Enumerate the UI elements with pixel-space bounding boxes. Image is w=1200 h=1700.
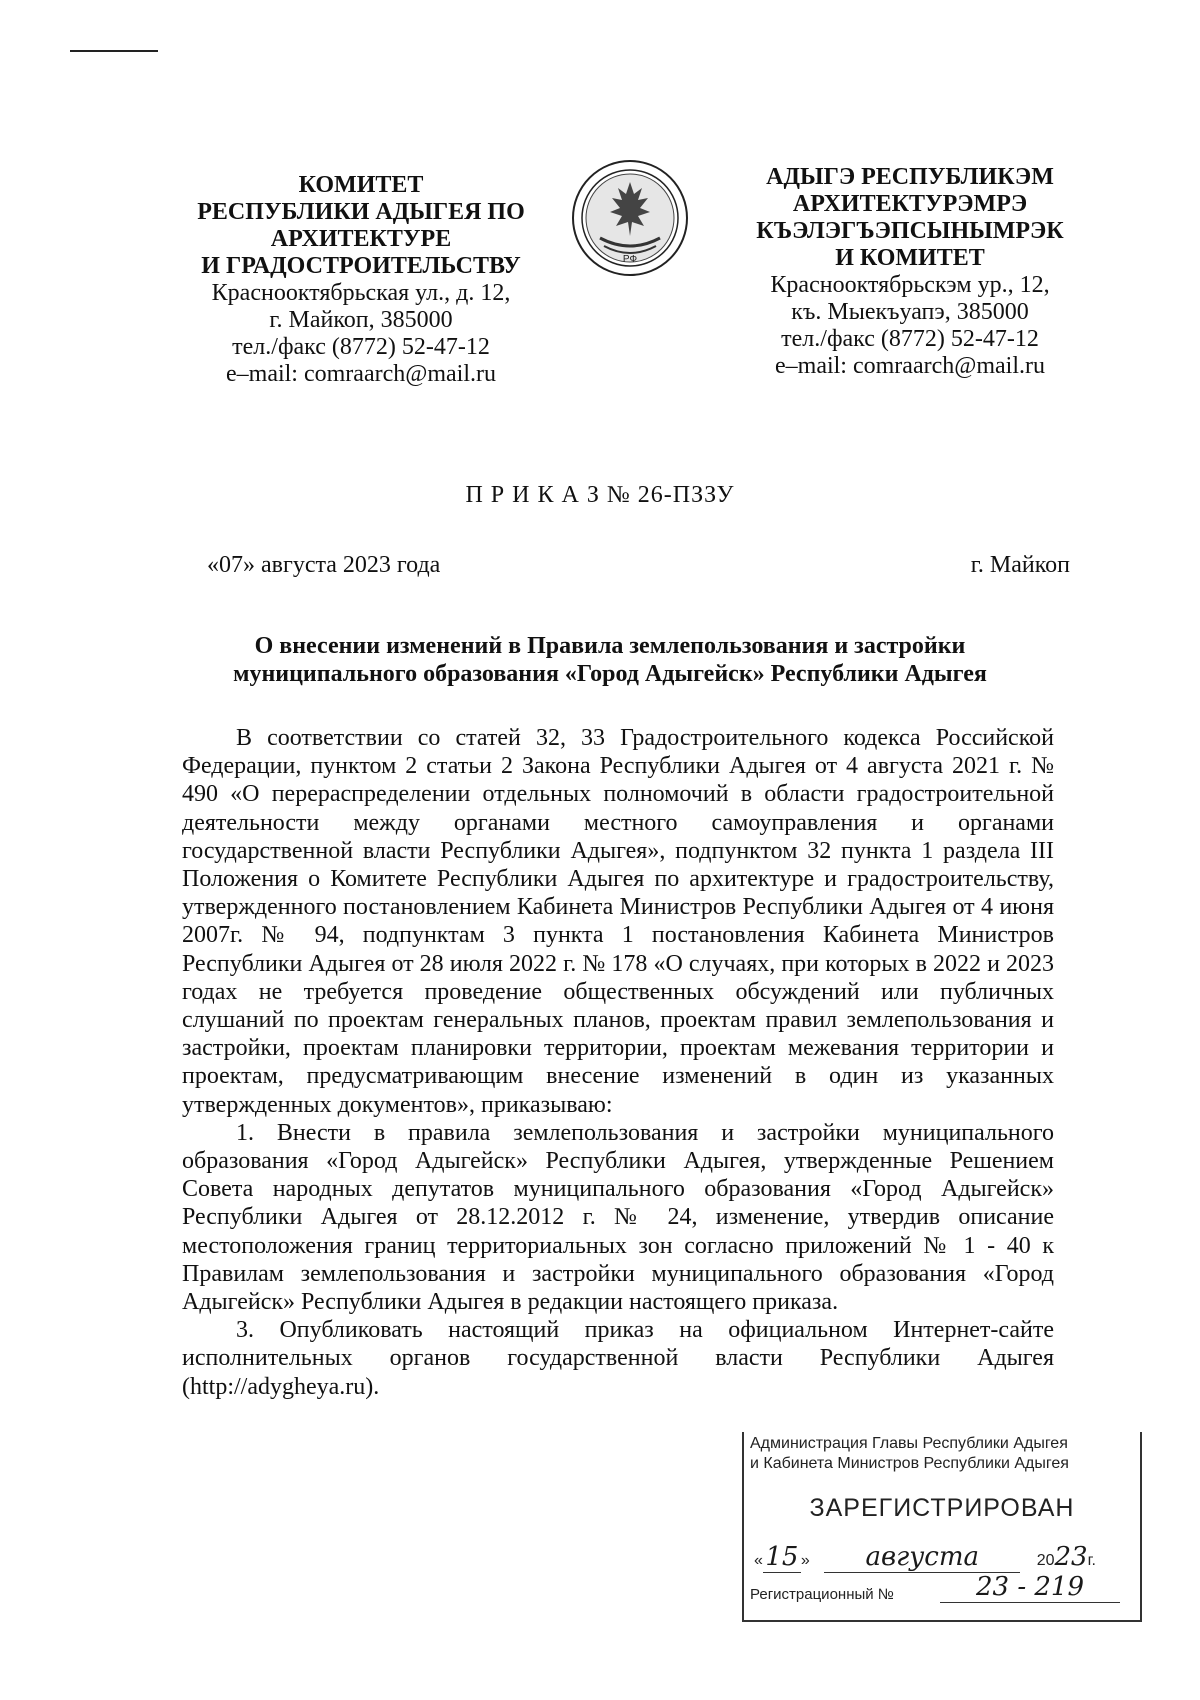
org-name-ru: КОМИТЕТ РЕСПУБЛИКИ АДЫГЕЯ ПО АРХИТЕКТУРЕ И ГРАДОСТРОИТЕЛЬСТВУ xyxy=(197,172,525,279)
stamp-registered: ЗАРЕГИСТРИРОВАН xyxy=(809,1494,1075,1522)
stamp-reg-label: Регистрационный № xyxy=(750,1586,894,1603)
header-right xyxy=(720,164,1100,380)
stamp-year: 23 xyxy=(1054,1542,1088,1572)
stamp-line-2: и Кабинета Министров Республики Адыгея xyxy=(750,1455,1069,1472)
document-title: П Р И К А З № 26-ПЗЗУ xyxy=(465,482,735,508)
stamp-year-suffix: г. xyxy=(1087,1552,1096,1569)
document-subject: О внесении изменений в Правила землепользования и застройки муниципального образования «Город Адыгейск» Республики Адыгея xyxy=(233,633,987,687)
document-date: «07» августа 2023 года xyxy=(207,552,441,578)
header-left xyxy=(176,172,546,388)
org-name-ady: АДЫГЭ РЕСПУБЛИКЭМ АРХИТЕКТУРЭМРЭ КЪЭЛЭГЪЭПСЫНЫМРЭК И КОМИТЕТ xyxy=(756,164,1064,271)
emblem-label: РФ xyxy=(622,254,638,265)
stamp-date: «15 » августа 2023г. xyxy=(754,1542,1096,1572)
stamp-reg-number: 23 - 219 xyxy=(940,1572,1120,1603)
stamp-day: 15 xyxy=(763,1542,801,1573)
coat-of-arms-icon xyxy=(570,158,690,278)
corner-rule xyxy=(70,50,158,52)
stamp-year-prefix: 20 xyxy=(1036,1552,1055,1569)
stamp-month: августа xyxy=(824,1542,1020,1573)
document-city: г. Майкоп xyxy=(970,552,1070,578)
paragraph-preamble: В соответствии со статей 32, 33 Градостроительного кодекса Российской Федерации, пунктом 2 статьи 2 Закона Республики Адыгея от 4 августа 2021 г. № 490 «О перераспределении отдельных полномочий в области градостроительной деятельности между органами местного самоуправления и органами государственной власти Республики Адыгея», подпунктом 32 пункта 1 раздела III Положения о Комитете Республики Адыгея по архитектуре и градостроительству, утвержденного постановлением Кабинета Министров Республики Адыгея от 4 июня 2007г. № 94, подпунктам 3 пункта 1 постановления Кабинета Министров Республики Адыгея от 28 июля 2022 г. № 178 «О случаях, при которых в 2022 и 2023 годах не требуется проведение общественных обсуждений или публичных слушаний по проектам генеральных планов, проектам правил землепользования и застройки, проектам планировки территории, проектам межевания территории и проектам, предусматривающим внесение изменений в один из указанных утвержденных документов», приказываю: xyxy=(182,725,1054,1118)
registration-stamp xyxy=(742,1432,1142,1622)
paragraph-item-3: 3. Опубликовать настоящий приказ на официальном Интернет-сайте исполнительных органов государственной власти Республики Адыгея (http://adygheya.ru). xyxy=(182,1317,1054,1400)
address-ru: Краснооктябрьская ул., д. 12, г. Майкоп, 385000 тел./факс (8772) 52-47-12 e–mail: comraarch@mail.ru xyxy=(211,280,511,387)
document-body xyxy=(182,724,1054,1401)
stamp-line-1: Администрация Главы Республики Адыгея xyxy=(750,1435,1068,1452)
paragraph-item-1: 1. Внести в правила землепользования и застройки муниципального образования «Город Адыгейск» Республики Адыгея, утвержденные Решением Совета народных депутатов муниципального образования «Город Адыгейск» Республики Адыгея от 28.12.2012 г. № 24, изменение, утвердив описание местоположения границ территориальных зон согласно приложений № 1 - 40 к Правилам землепользования и застройки муниципального образования «Город Адыгейск» Республики Адыгея в редакции настоящего приказа. xyxy=(182,1119,1054,1316)
address-ady: Краснооктябрьскэм ур., 12, къ. Мыекъуапэ, 385000 тел./факс (8772) 52-47-12 e–mail: comraarch@mail.ru xyxy=(770,272,1050,379)
